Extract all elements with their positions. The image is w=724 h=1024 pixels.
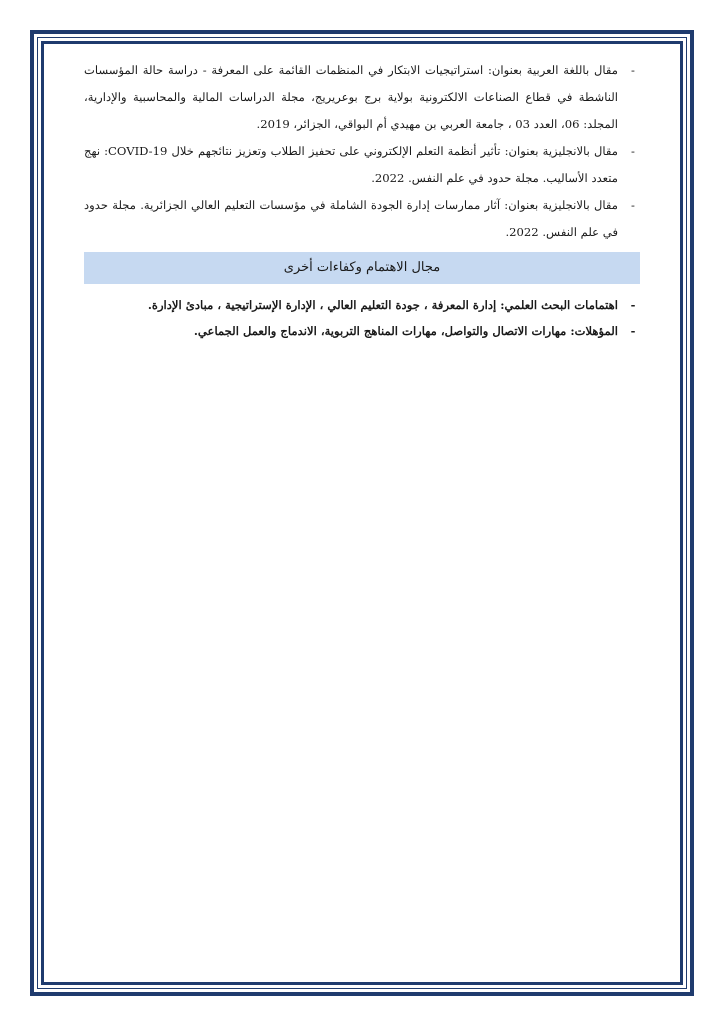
list-bullet: - <box>630 298 636 312</box>
interest-item <box>84 292 640 318</box>
interests-list <box>84 292 640 344</box>
list-bullet: - <box>631 63 635 77</box>
list-bullet: - <box>631 198 635 212</box>
interest-text: المؤهلات: مهارات الاتصال والتواصل، مهارات المناهج التربوية، الاندماج والعمل الجماعي. <box>193 324 618 338</box>
publication-text: مقال بالانجليزية بعنوان: تأثير أنظمة التعلم الإلكتروني على تحفيز الطلاب وتعزيز نتائجهم خلال COVID-19: نهج متعدد الأساليب. مجلة حدود في علم النفس. 2022. <box>84 144 618 185</box>
publication-item <box>84 57 640 138</box>
interest-text: اهتمامات البحث العلمي: إدارة المعرفة ، جودة التعليم العالي ، الإدارة الإستراتيجية ، مبادئ الإدارة. <box>147 298 618 312</box>
list-bullet: - <box>630 324 636 338</box>
publications-list <box>84 57 640 246</box>
section-header-interests <box>84 252 640 284</box>
document-content <box>84 57 640 344</box>
list-bullet: - <box>631 144 635 158</box>
publication-text: مقال بالانجليزية بعنوان: آثار ممارسات إدارة الجودة الشاملة في مؤسسات التعليم العالي الجزائرية. مجلة حدود في علم النفس. 2022. <box>84 198 618 239</box>
publication-text: مقال باللغة العربية بعنوان: استراتيجيات الابتكار في المنظمات القائمة على المعرفة - دراسة حالة المؤسسات الناشطة في قطاع الصناعات الالكترونية بولاية برج بوعريريج، مجلة الدراسات المالية والمحاسبية والإدارية، المجلد: 06، العدد 03 ، جامعة العربي بن مهيدي أم البواقي، الجزائر، 2019. <box>84 63 618 131</box>
section-title: مجال الاهتمام وكفاءات أخرى <box>283 260 441 275</box>
interest-item <box>84 318 640 344</box>
publication-item <box>84 138 640 192</box>
publication-item <box>84 192 640 246</box>
